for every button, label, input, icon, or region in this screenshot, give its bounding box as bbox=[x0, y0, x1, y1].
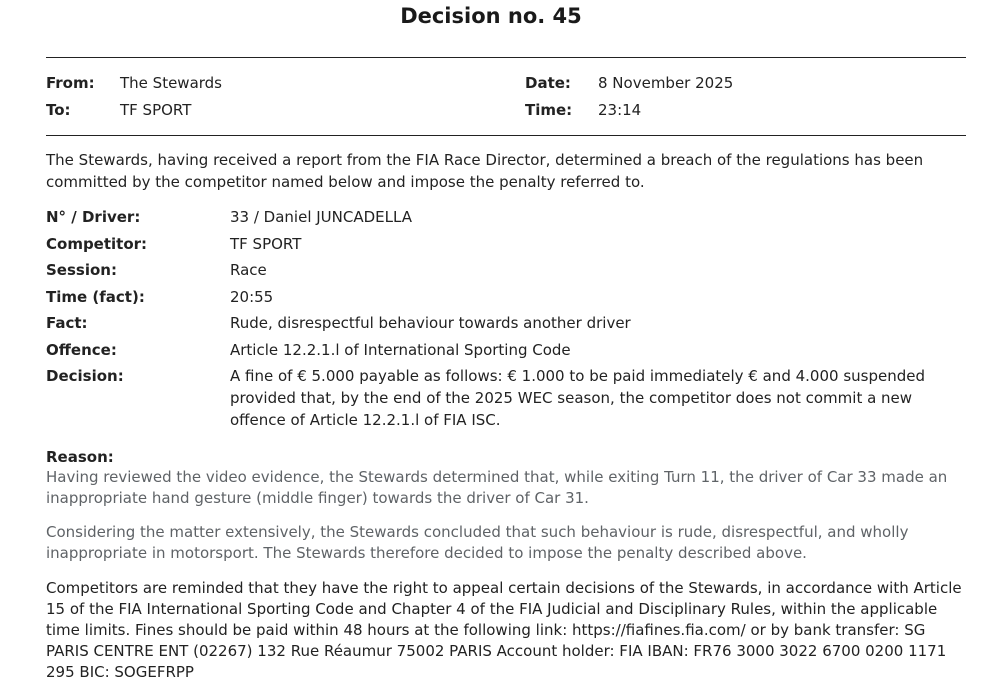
reason-paragraph-2: Considering the matter extensively, the Stewards concluded that such behaviour is rude, disrespectful, and wholly inappropriate in motorsport. The Stewards therefore decided to impose the penalty described above. bbox=[46, 523, 909, 562]
detail-label: Offence: bbox=[46, 341, 117, 359]
detail-value: 33 / Daniel JUNCADELLA bbox=[230, 208, 412, 226]
to-value: TF SPORT bbox=[120, 101, 192, 119]
divider-top bbox=[46, 57, 966, 58]
detail-label: Fact: bbox=[46, 314, 88, 332]
divider-bottom bbox=[46, 135, 966, 136]
detail-label: N° / Driver: bbox=[46, 208, 141, 226]
reason-paragraph-1: Having reviewed the video evidence, the Stewards determined that, while exiting Turn 11, the driver of Car 33 made an inappropriate hand gesture (middle finger) towards the driver of Car 31. bbox=[46, 468, 948, 507]
page-title: Decision no. 45 bbox=[400, 4, 582, 28]
detail-label: Decision: bbox=[46, 367, 124, 385]
intro-text: The Stewards, having received a report from the FIA Race Director, determined a breach of the regulations has been committed by the competitor named below and impose the penalty referred to. bbox=[46, 151, 924, 191]
detail-value: A fine of € 5.000 payable as follows: € 1.000 to be paid immediately € and 4.000 suspended provided that, by the end of the 2025 WEC season, the competitor does not commit a new offence of Article 12.2.1.l of FIA ISC. bbox=[230, 367, 925, 429]
time-value: 23:14 bbox=[598, 101, 642, 119]
to-label: To: bbox=[46, 101, 71, 119]
detail-value: 20:55 bbox=[230, 288, 274, 306]
from-value: The Stewards bbox=[120, 74, 222, 92]
date-value: 8 November 2025 bbox=[598, 74, 734, 92]
time-label: Time: bbox=[525, 101, 573, 119]
detail-value: TF SPORT bbox=[230, 235, 302, 253]
reason-label: Reason: bbox=[46, 448, 114, 466]
detail-value: Race bbox=[230, 261, 267, 279]
detail-label: Time (fact): bbox=[46, 288, 145, 306]
detail-value: Article 12.2.1.l of International Sporting Code bbox=[230, 341, 571, 359]
detail-label: Session: bbox=[46, 261, 117, 279]
detail-label: Competitor: bbox=[46, 235, 148, 253]
date-label: Date: bbox=[525, 74, 571, 92]
detail-value: Rude, disrespectful behaviour towards another driver bbox=[230, 314, 631, 332]
appeal-notice: Competitors are reminded that they have the right to appeal certain decisions of the Stewards, in accordance with Article 15 of the FIA International Sporting Code and Chapter 4 of the FIA Judicial and Disciplinary Rules, within the applicable time limits. Fines should be paid within 48 hours at the following link: https://fiafines.fia.com/ or by bank transfer: SG PARIS CENTRE ENT (02267) 132 Rue Réaumur 75002 PARIS Account holder: FIA IBAN: FR76 3000 3022 6700 0200 1171 295 BIC: SOGEFRPP bbox=[46, 579, 962, 681]
from-label: From: bbox=[46, 74, 95, 92]
